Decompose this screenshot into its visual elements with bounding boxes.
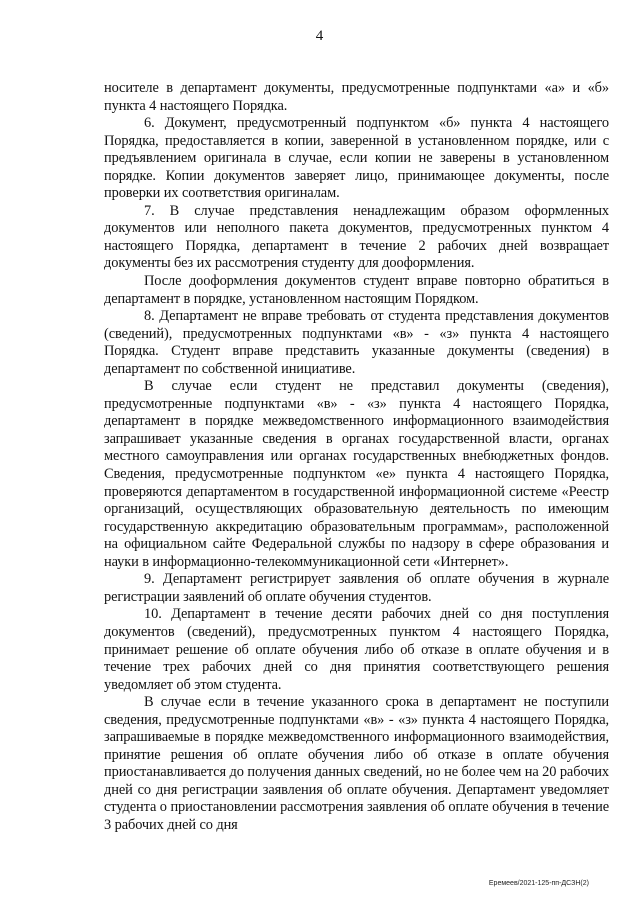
paragraph-7: 7. В случае представления ненадлежащим образом оформленных документов или неполного пакета документов, предусмотренных пунктом 4 настоящего Порядка, департамент в течение 2 рабочих дней возвращает документы без их рассмотрения студенту для дооформления. — [104, 202, 609, 272]
paragraph-7-addendum: После дооформления документов студент вправе повторно обратиться в департамент в порядке, установленном настоящим Порядком. — [104, 273, 609, 307]
document-body — [104, 80, 609, 835]
paragraph-10-addendum: В случае если в течение указанного срока в департамент не поступили сведения, предусмотренные подпунктами «в» - «з» пункта 4 настоящего Порядка, запрашиваемые в порядке межведомственного информационного взаимодействия, принятие решения об оплате обучения либо об отказе в оплате обучения приостанавливается до получения данных сведений, но не более чем на 20 рабочих дней со дня регистрации заявления об оплате обучения. Департамент уведомляет студента о приостановлении рассмотрения заявления об оплате обучения в течение 3 рабочих дней со дня — [104, 694, 609, 833]
footer-document-reference: Еремеев/2021-125-пп-ДСЗН(2) — [488, 880, 589, 887]
paragraph-8-addendum: В случае если студент не представил документы (сведения), предусмотренные подпунктами «в» - «з» пункта 4 настоящего Порядка, департамент в порядке межведомственного информационного взаимодействия запрашивает указанные сведения в органах государственной власти, органах местного самоуправления или органах государственных внебюджетных фондов. Сведения, предусмотренные подпунктом «е» пункта 4 настоящего Порядка, проверяются департаментом в государственной информационной системе «Реестр организаций, осуществляющих образовательную деятельность по имеющим государственную аккредитацию образовательным программам», расположенной на официальном сайте Федеральной службы по надзору в сфере образования и науки в информационно-телекоммуникационной сети «Интернет». — [104, 378, 609, 570]
paragraph-10: 10. Департамент в течение десяти рабочих дней со дня поступления документов (сведений), предусмотренных пунктом 4 настоящего Порядка, принимает решение об оплате обучения либо об отказе в оплате обучения и в течение трех рабочих дней со дня принятия соответствующего решения уведомляет об этом студента. — [104, 606, 609, 693]
paragraph-6: 6. Документ, предусмотренный подпунктом «б» пункта 4 настоящего Порядка, предоставляется в копии, заверенной в установленном порядке, или с предъявлением оригинала в случае, если копии не заверены в установленном порядке. Копии документов заверяет лицо, принимающее документы, после проверки их соответствия оригиналам. — [104, 115, 609, 202]
page-number: 4 — [315, 28, 324, 44]
paragraph-8: 8. Департамент не вправе требовать от студента представления документов (сведений), предусмотренных подпунктами «в» - «з» пункта 4 настоящего Порядка. Студент вправе представить указанные документы (сведения) в департамент по собственной инициативе. — [104, 308, 609, 377]
paragraph-continuation: носителе в департамент документы, предусмотренные подпунктами «а» и «б» пункта 4 настоящего Порядка. — [104, 80, 609, 114]
paragraph-9: 9. Департамент регистрирует заявления об оплате обучения в журнале регистрации заявлений об оплате обучения студентов. — [104, 571, 609, 605]
